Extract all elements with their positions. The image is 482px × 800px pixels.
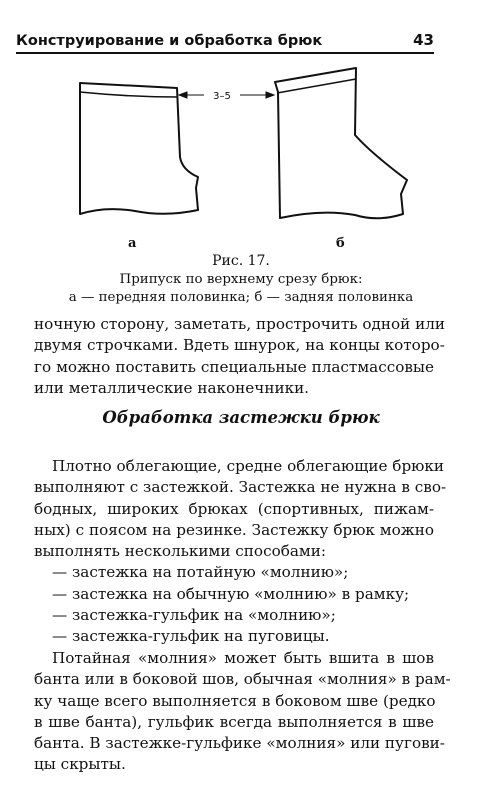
text-line: цы скрыты. <box>34 755 126 774</box>
text-line: в шве банта), гульфик всегда выполняется в шве <box>34 712 434 731</box>
text-line: бодных, широких брюках (спортивных, пижам- <box>34 499 434 518</box>
text-line: двумя строчками. Вдеть шнурок, на концы которо- <box>34 336 445 355</box>
front-waistband-line <box>80 92 178 97</box>
text-line: или металлические наконечники. <box>34 378 310 397</box>
text-line: го можно поставить специальные пластмассовые <box>34 357 434 376</box>
dimension-arrow-left <box>179 92 187 98</box>
list-item: — застежка на потайную «молнию»; <box>52 563 349 582</box>
back-waistband-line <box>277 79 356 93</box>
figure-label-b: б <box>336 236 345 251</box>
list-item: — застежка на обычную «молнию» в рамку; <box>52 584 410 603</box>
dimension-label: 3–5 <box>213 91 231 102</box>
list-item: — застежка-гульфик на пуговицы. <box>52 627 330 646</box>
section-heading: Обработка застежки брюк <box>102 408 380 427</box>
page-number: 43 <box>413 31 434 49</box>
figure-caption-line1: Припуск по верхнему срезу брюк: <box>119 272 363 287</box>
trouser-pattern-figure <box>60 64 440 264</box>
text-line: ночную сторону, заметать, прострочить одной или <box>34 315 445 333</box>
running-header <box>16 30 434 54</box>
figure-caption-line2: а — передняя половинка; б — задняя половинка <box>68 290 414 305</box>
text-line: ных) с поясом на резинке. Застежку брюк можно <box>34 520 434 539</box>
text-line: банта. В застежке-гульфике «молния» или пугови- <box>34 734 445 753</box>
paragraph-continuation <box>34 314 445 399</box>
figure-label-a: а <box>128 236 137 251</box>
header-title: Конструирование и обработка брюк <box>16 33 323 49</box>
dimension-arrow-right <box>266 92 274 98</box>
list-item: — застежка-гульфик на «молнию»; <box>52 606 336 625</box>
front-half-outline <box>80 83 198 214</box>
text-line: выполнять несколькими способами: <box>34 542 326 561</box>
paragraph-zipper-placement <box>34 648 451 776</box>
text-line: Потайная «молния» может быть вшита в шов <box>52 649 434 667</box>
paragraph-closure-types <box>34 456 447 648</box>
text-line: ку чаще всего выполняется в боковом шве (редко <box>34 691 436 710</box>
text-line: выполняют с застежкой. Застежка не нужна в сво- <box>34 478 447 497</box>
figure-title: Рис. 17. <box>212 253 270 269</box>
text-line: банта или в боковой шов, обычная «молния» в рам- <box>34 670 451 689</box>
text-line: Плотно облегающие, средне облегающие брюки <box>52 457 444 475</box>
